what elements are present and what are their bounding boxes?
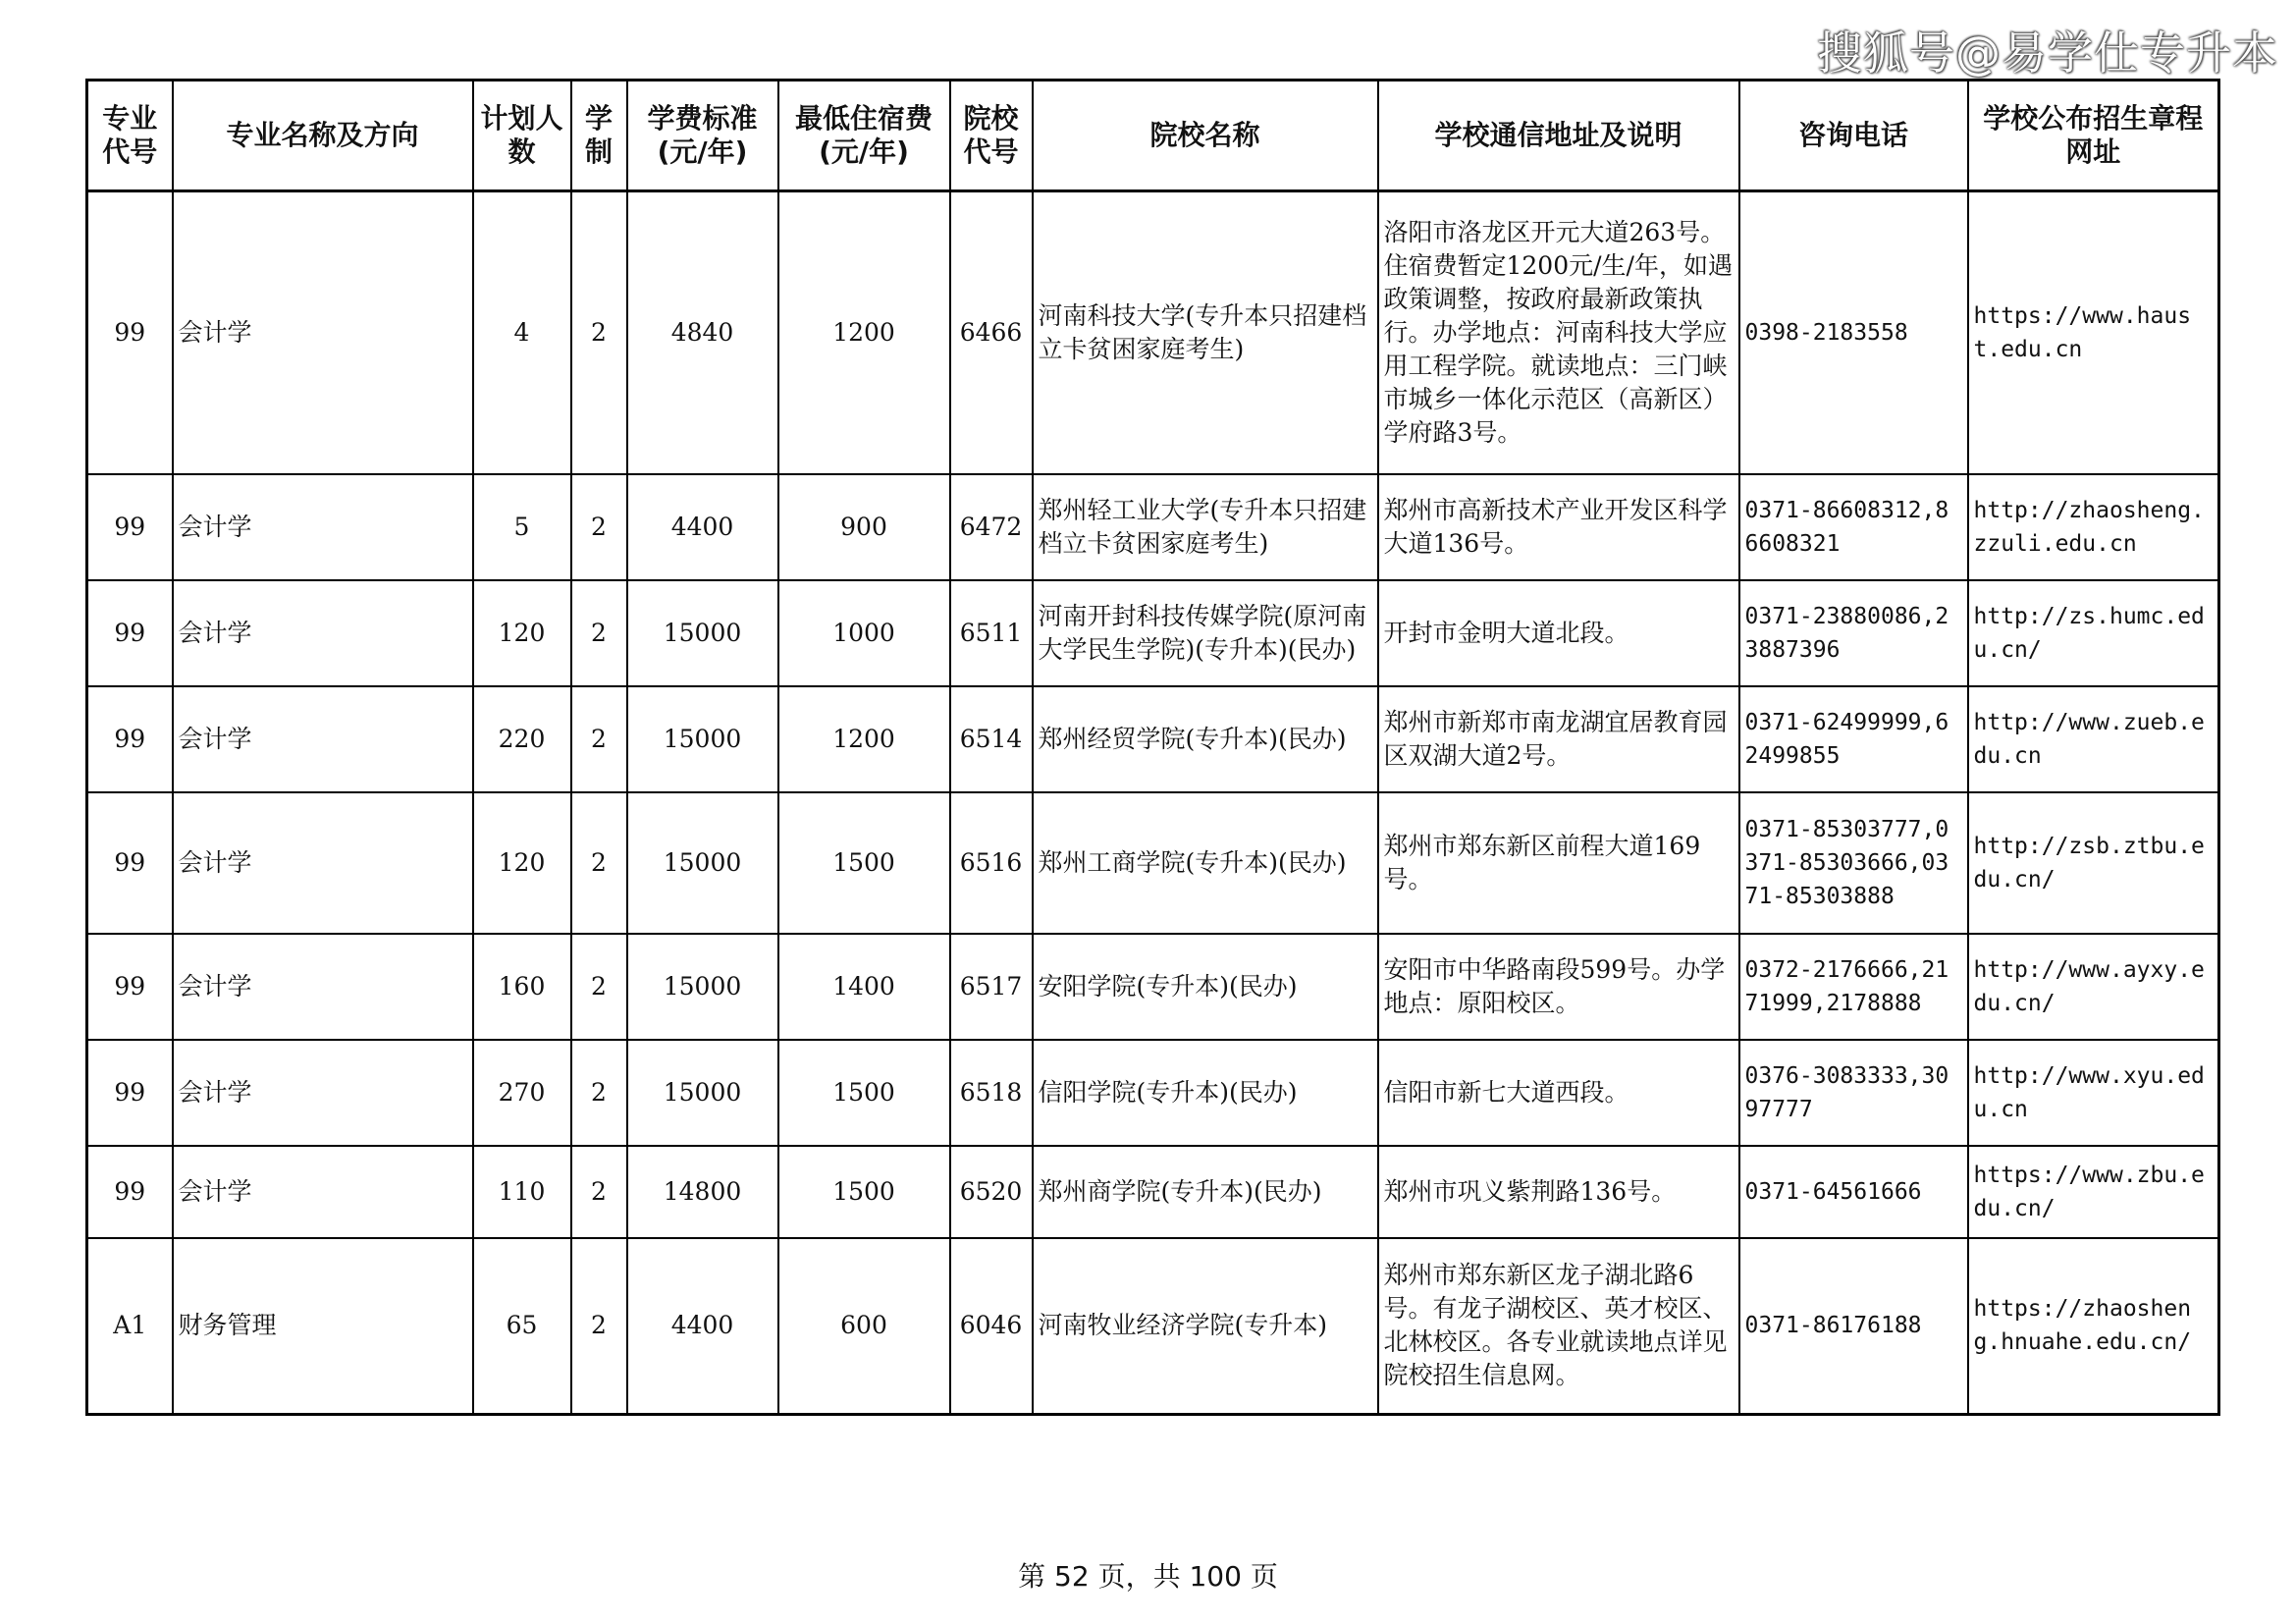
- cell-url[interactable]: http://www.xyu.edu.cn: [1968, 1040, 2219, 1146]
- page-footer: 第 52 页，共 100 页: [1018, 1560, 1278, 1593]
- cell-plan: 65: [473, 1238, 571, 1415]
- cell-school-code: 6516: [950, 792, 1033, 934]
- cell-code: 99: [87, 934, 173, 1040]
- header-dorm: 最低住宿费(元/年): [778, 81, 950, 191]
- cell-code: 99: [87, 580, 173, 686]
- cell-code: 99: [87, 792, 173, 934]
- table-row: [87, 686, 2219, 792]
- cell-major: 会计学: [173, 934, 473, 1040]
- cell-years: 2: [571, 792, 627, 934]
- header-years: 学制: [571, 81, 627, 191]
- admissions-table: [85, 79, 2220, 1416]
- header-school: 院校名称: [1033, 81, 1378, 191]
- cell-years: 2: [571, 580, 627, 686]
- cell-url[interactable]: http://www.zueb.edu.cn: [1968, 686, 2219, 792]
- cell-tuition: 15000: [627, 792, 778, 934]
- table-row: [87, 1040, 2219, 1146]
- cell-url[interactable]: http://zs.humc.edu.cn/: [1968, 580, 2219, 686]
- cell-code: 99: [87, 474, 173, 580]
- cell-dorm: 1000: [778, 580, 950, 686]
- cell-phone: 0398-2183558: [1739, 191, 1968, 474]
- cell-dorm: 1200: [778, 686, 950, 792]
- cell-school-code: 6514: [950, 686, 1033, 792]
- cell-phone: 0371-62499999,62499855: [1739, 686, 1968, 792]
- cell-school-code: 6472: [950, 474, 1033, 580]
- cell-major: 会计学: [173, 580, 473, 686]
- cell-address: 信阳市新七大道西段。: [1378, 1040, 1739, 1146]
- table-row: [87, 1146, 2219, 1238]
- cell-major: 会计学: [173, 1146, 473, 1238]
- cell-dorm: 1500: [778, 1146, 950, 1238]
- cell-phone: 0371-86176188: [1739, 1238, 1968, 1415]
- cell-years: 2: [571, 474, 627, 580]
- cell-tuition: 15000: [627, 934, 778, 1040]
- cell-url[interactable]: http://zhaosheng.zzuli.edu.cn: [1968, 474, 2219, 580]
- cell-major: 财务管理: [173, 1238, 473, 1415]
- header-school-code: 院校代号: [950, 81, 1033, 191]
- header-url: 学校公布招生章程网址: [1968, 81, 2219, 191]
- cell-years: 2: [571, 191, 627, 474]
- header-row: [87, 81, 2219, 191]
- cell-address: 郑州市郑东新区前程大道169号。: [1378, 792, 1739, 934]
- header-phone: 咨询电话: [1739, 81, 1968, 191]
- cell-school: 河南开封科技传媒学院(原河南大学民生学院)(专升本)(民办): [1033, 580, 1378, 686]
- cell-tuition: 15000: [627, 1040, 778, 1146]
- cell-school: 郑州经贸学院(专升本)(民办): [1033, 686, 1378, 792]
- table-row: [87, 474, 2219, 580]
- cell-years: 2: [571, 934, 627, 1040]
- cell-plan: 4: [473, 191, 571, 474]
- cell-tuition: 14800: [627, 1146, 778, 1238]
- cell-phone: 0372-2176666,2171999,2178888: [1739, 934, 1968, 1040]
- table-row: [87, 580, 2219, 686]
- cell-school-code: 6520: [950, 1146, 1033, 1238]
- cell-tuition: 4400: [627, 1238, 778, 1415]
- header-plan: 计划人数: [473, 81, 571, 191]
- cell-code: A1: [87, 1238, 173, 1415]
- cell-school: 信阳学院(专升本)(民办): [1033, 1040, 1378, 1146]
- cell-code: 99: [87, 1040, 173, 1146]
- cell-major: 会计学: [173, 191, 473, 474]
- cell-address: 洛阳市洛龙区开元大道263号。住宿费暂定1200元/生/年，如遇政策调整，按政府最新政策执行。办学地点：河南科技大学应用工程学院。就读地点：三门峡市城乡一体化示范区（高新区）学府路3号。: [1378, 191, 1739, 474]
- cell-school: 安阳学院(专升本)(民办): [1033, 934, 1378, 1040]
- cell-address: 郑州市巩义紫荆路136号。: [1378, 1146, 1739, 1238]
- cell-school: 郑州轻工业大学(专升本只招建档立卡贫困家庭考生): [1033, 474, 1378, 580]
- cell-dorm: 600: [778, 1238, 950, 1415]
- cell-tuition: 4400: [627, 474, 778, 580]
- cell-code: 99: [87, 191, 173, 474]
- cell-years: 2: [571, 1238, 627, 1415]
- cell-school: 郑州工商学院(专升本)(民办): [1033, 792, 1378, 934]
- cell-phone: 0371-23880086,23887396: [1739, 580, 1968, 686]
- cell-address: 郑州市新郑市南龙湖宜居教育园区双湖大道2号。: [1378, 686, 1739, 792]
- cell-plan: 160: [473, 934, 571, 1040]
- table-row: [87, 191, 2219, 474]
- cell-tuition: 15000: [627, 580, 778, 686]
- cell-dorm: 900: [778, 474, 950, 580]
- cell-dorm: 1200: [778, 191, 950, 474]
- cell-plan: 120: [473, 792, 571, 934]
- header-major: 专业名称及方向: [173, 81, 473, 191]
- cell-tuition: 4840: [627, 191, 778, 474]
- cell-phone: 0371-64561666: [1739, 1146, 1968, 1238]
- cell-code: 99: [87, 686, 173, 792]
- cell-plan: 5: [473, 474, 571, 580]
- header-code: 专业代号: [87, 81, 173, 191]
- cell-school-code: 6517: [950, 934, 1033, 1040]
- table-row: [87, 792, 2219, 934]
- cell-address: 安阳市中华路南段599号。办学地点：原阳校区。: [1378, 934, 1739, 1040]
- cell-phone: 0376-3083333,3097777: [1739, 1040, 1968, 1146]
- cell-major: 会计学: [173, 792, 473, 934]
- cell-major: 会计学: [173, 686, 473, 792]
- cell-url[interactable]: https://zhaosheng.hnuahe.edu.cn/: [1968, 1238, 2219, 1415]
- cell-plan: 120: [473, 580, 571, 686]
- cell-dorm: 1500: [778, 792, 950, 934]
- cell-school-code: 6511: [950, 580, 1033, 686]
- header-address: 学校通信地址及说明: [1378, 81, 1739, 191]
- header-tuition: 学费标准(元/年): [627, 81, 778, 191]
- cell-years: 2: [571, 686, 627, 792]
- cell-school: 河南科技大学(专升本只招建档立卡贫困家庭考生): [1033, 191, 1378, 474]
- cell-dorm: 1400: [778, 934, 950, 1040]
- cell-school-code: 6466: [950, 191, 1033, 474]
- cell-url[interactable]: https://www.haust.edu.cn: [1968, 191, 2219, 474]
- cell-plan: 270: [473, 1040, 571, 1146]
- cell-address: 郑州市高新技术产业开发区科学大道136号。: [1378, 474, 1739, 580]
- cell-address: 开封市金明大道北段。: [1378, 580, 1739, 686]
- cell-url[interactable]: http://www.ayxy.edu.cn/: [1968, 934, 2219, 1040]
- cell-url[interactable]: http://zsb.ztbu.edu.cn/: [1968, 792, 2219, 934]
- cell-plan: 220: [473, 686, 571, 792]
- cell-years: 2: [571, 1040, 627, 1146]
- cell-phone: 0371-85303777,0371-85303666,0371-85303888: [1739, 792, 1968, 934]
- table-row: [87, 1238, 2219, 1415]
- cell-plan: 110: [473, 1146, 571, 1238]
- watermark-text: 搜狐号@易学仕专升本: [1817, 27, 2278, 80]
- cell-major: 会计学: [173, 474, 473, 580]
- cell-years: 2: [571, 1146, 627, 1238]
- table-row: [87, 934, 2219, 1040]
- cell-school-code: 6518: [950, 1040, 1033, 1146]
- cell-code: 99: [87, 1146, 173, 1238]
- cell-url[interactable]: https://www.zbu.edu.cn/: [1968, 1146, 2219, 1238]
- cell-tuition: 15000: [627, 686, 778, 792]
- cell-dorm: 1500: [778, 1040, 950, 1146]
- cell-address: 郑州市郑东新区龙子湖北路6号。有龙子湖校区、英才校区、北林校区。各专业就读地点详见院校招生信息网。: [1378, 1238, 1739, 1415]
- cell-major: 会计学: [173, 1040, 473, 1146]
- cell-school: 河南牧业经济学院(专升本): [1033, 1238, 1378, 1415]
- cell-school-code: 6046: [950, 1238, 1033, 1415]
- cell-school: 郑州商学院(专升本)(民办): [1033, 1146, 1378, 1238]
- cell-phone: 0371-86608312,86608321: [1739, 474, 1968, 580]
